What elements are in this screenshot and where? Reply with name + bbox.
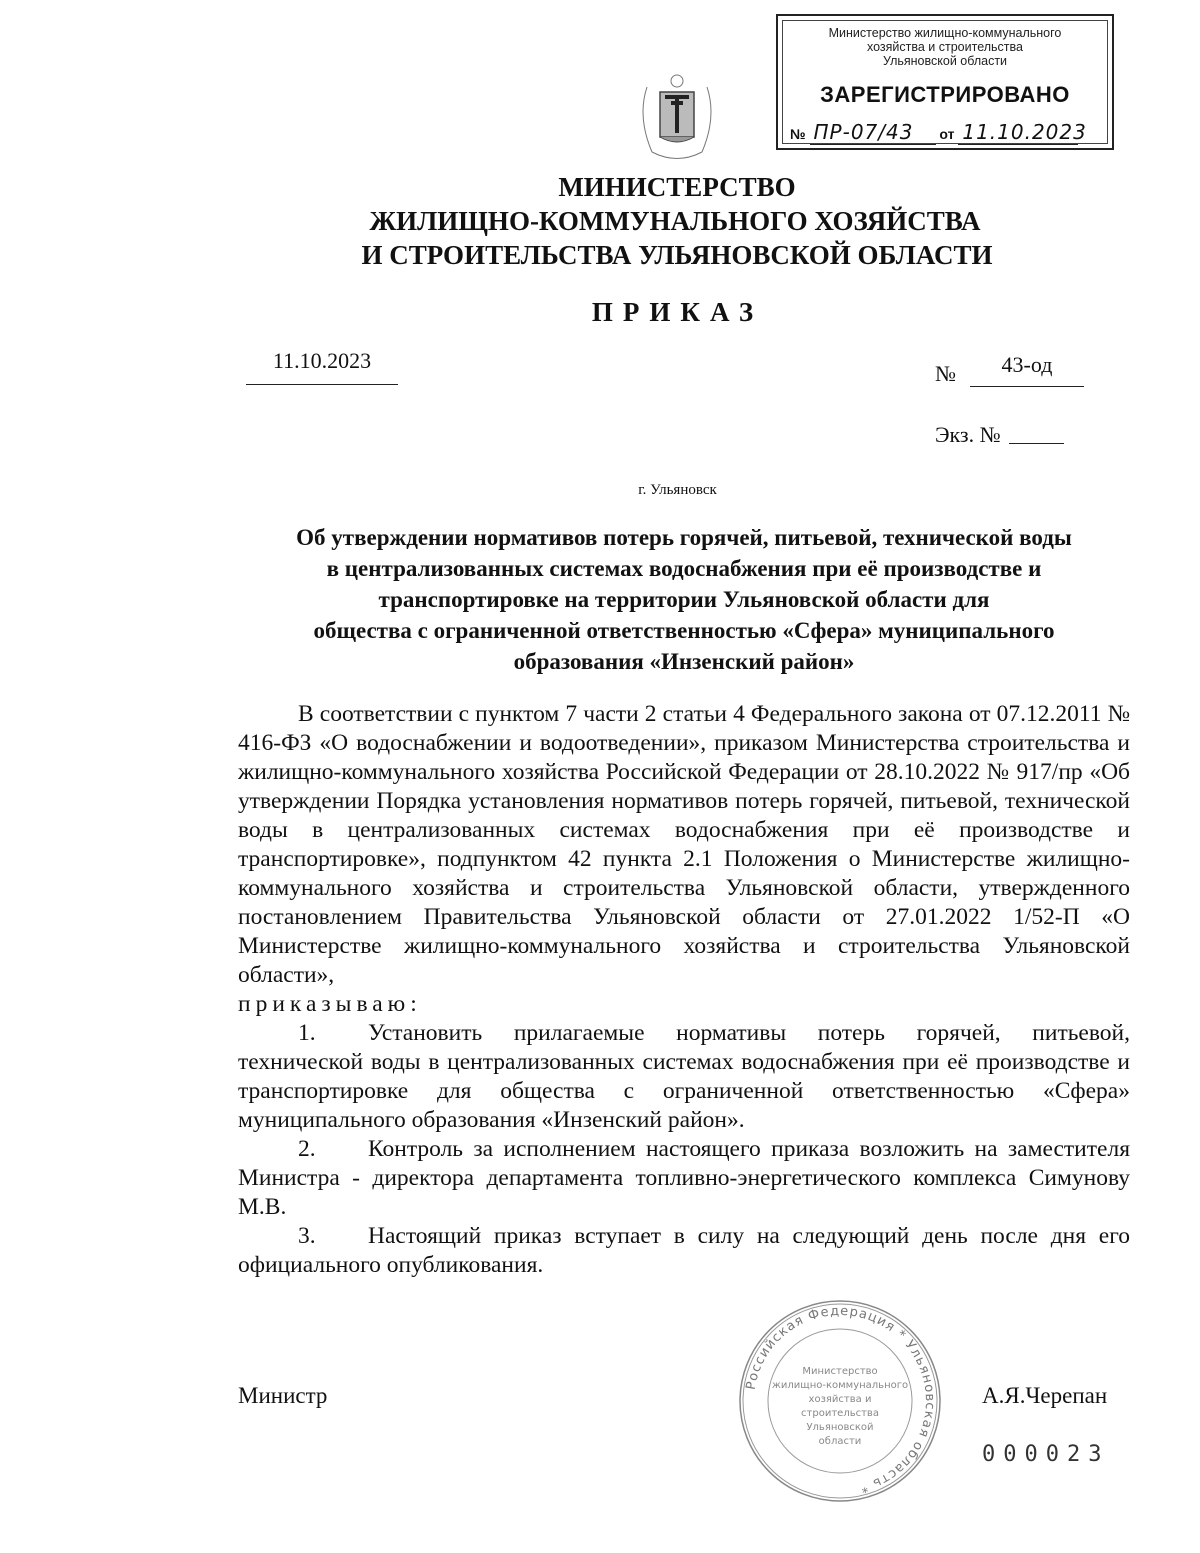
svg-text:области: области: [818, 1436, 862, 1447]
order-item-text: Установить прилагаемые нормативы потерь горячей, питьевой, технической воды в централизованных системах водоснабжения при её производстве и транспортировке для общества с ограниченной ответственностью «Сфера» муниципального образования «Инзенский район».: [238, 1020, 1130, 1133]
order-item-text: Контроль за исполнением настоящего приказа возложить на заместителя Министра - директора департамента топливно-энергетического комплекса Симунову М.В.: [238, 1136, 1130, 1220]
header-line: МИНИСТЕРСТВО: [558, 172, 796, 202]
official-seal: [735, 1296, 945, 1506]
order-date: 11.10.2023: [246, 348, 398, 385]
signature-name: А.Я.Черепан: [982, 1383, 1108, 1408]
city: г. Ульяновск: [638, 482, 717, 498]
stamp-org-line: хозяйства и строительства: [867, 40, 1023, 54]
order-title: ПРИКАЗ: [591, 297, 764, 327]
svg-text:жилищно-коммунального: жилищно-коммунального: [771, 1380, 909, 1391]
subject-line: образования «Инзенский район»: [513, 649, 855, 674]
registration-stamp-title: ЗАРЕГИСТРИРОВАНО: [820, 82, 1070, 107]
svg-text:Ульяновской: Ульяновской: [806, 1422, 874, 1433]
order-subject: [238, 522, 1130, 677]
signature-title: Министр: [238, 1383, 328, 1408]
copy-number-blank: [1009, 443, 1064, 444]
svg-text:Российская Федерация * Ульянов: Российская Федерация * Ульяновская область *: [743, 1303, 938, 1496]
stamp-number-label: №: [790, 126, 806, 142]
subject-line: транспортировке на территории Ульяновской области для: [378, 587, 990, 612]
subject-line: общества с ограниченной ответственностью «Сфера» муниципального: [313, 618, 1055, 643]
order-number-label: №: [935, 361, 956, 386]
order-body: [238, 700, 1130, 1280]
order-item: [238, 1019, 1130, 1135]
copy-number-label: Экз. №: [935, 422, 1001, 447]
order-word: приказываю:: [238, 991, 422, 1017]
stamp-date-label: от: [939, 126, 955, 142]
order-item-text: Настоящий приказ вступает в силу на следующий день после дня его официального опубликования.: [238, 1223, 1130, 1278]
subject-line: в централизованных системах водоснабжения при её производстве и: [326, 556, 1042, 581]
stamp-date-value: 11.10.2023: [958, 120, 1078, 145]
coat-of-arms-emblem: [627, 67, 727, 167]
svg-text:Министерство: Министерство: [802, 1366, 878, 1377]
svg-text:хозяйства и: хозяйства и: [808, 1394, 872, 1405]
copy-number: [935, 422, 1064, 448]
order-item: [238, 1222, 1130, 1280]
registration-stamp-organization: [778, 26, 1112, 68]
svg-text:строительства: строительства: [801, 1408, 879, 1419]
order-item-number: 3.: [298, 1223, 316, 1249]
subject-line: Об утверждении нормативов потерь горячей, питьевой, технической воды: [296, 525, 1072, 550]
order-item: [238, 1135, 1130, 1222]
header-line: И СТРОИТЕЛЬСТВА УЛЬЯНОВСКОЙ ОБЛАСТИ: [361, 240, 993, 270]
stamp-org-line: Ульяновской области: [882, 54, 1008, 68]
stamp-number-value: ПР-07/43: [810, 120, 936, 145]
order-number-value: 43-од: [970, 352, 1084, 387]
registration-stamp: [776, 14, 1114, 150]
serial-number: 000023: [982, 1442, 1110, 1467]
header-line: ЖИЛИЩНО-КОММУНАЛЬНОГО ХОЗЯЙСТВА: [369, 206, 981, 236]
preamble-paragraph: В соответствии с пунктом 7 части 2 статьи 4 Федерального закона от 07.12.2011 № 416-ФЗ «О водоснабжении и водоотведении», приказом Министерства строительства и жилищно-коммунального хозяйства Российской Федерации от 28.10.2022 № 917/пр «Об утверждении Порядка установления нормативов потерь горячей, питьевой, технической воды в централизованных системах водоснабжения при её производстве и транспортировке», подпунктом 42 пункта 2.1 Положения о Министерстве жилищно-коммунального хозяйства и строительства Ульяновской области, утвержденного постановлением Правительства Ульяновской области от 27.01.2022 1/52-П «О Министерстве жилищно-коммунального хозяйства и строительства Ульяновской области»,: [238, 701, 1130, 988]
stamp-org-line: Министерство жилищно-коммунального: [828, 26, 1062, 40]
ministry-header: [0, 170, 1200, 272]
order-item-number: 1.: [298, 1020, 316, 1046]
order-item-number: 2.: [298, 1136, 316, 1162]
registration-stamp-number-line: [790, 120, 1100, 145]
